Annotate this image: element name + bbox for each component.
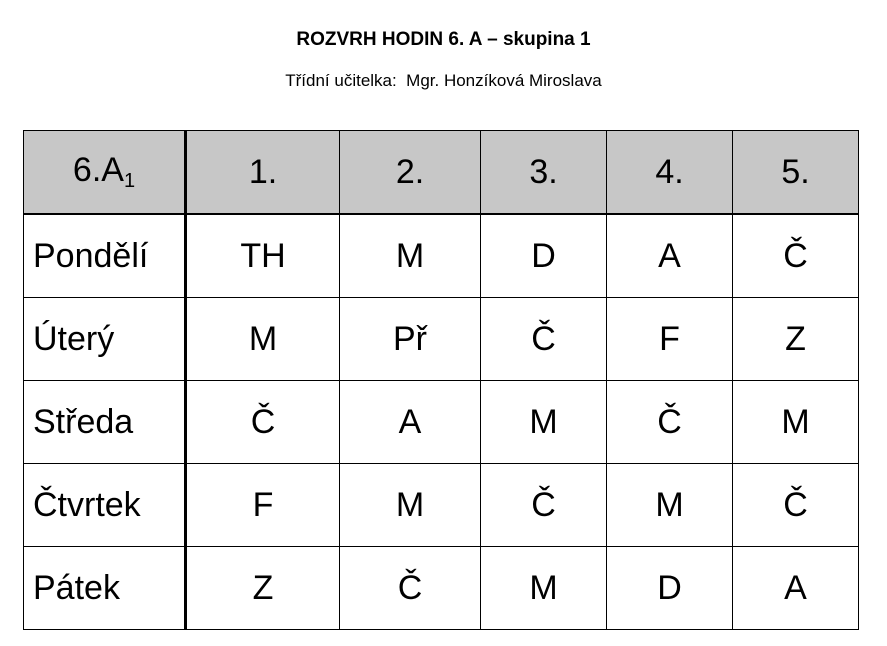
subject-cell: Č	[733, 464, 859, 547]
subject-cell: A	[733, 547, 859, 630]
subject-cell: Z	[186, 547, 340, 630]
class-group-subscript: 1	[123, 170, 136, 192]
day-label: Úterý	[24, 298, 186, 381]
subject-cell: Z	[733, 298, 859, 381]
subject-cell: TH	[186, 214, 340, 298]
period-header: 5.	[733, 131, 859, 215]
class-label: 6.A	[72, 151, 124, 189]
day-label: Čtvrtek	[24, 464, 186, 547]
class-teacher-line: Třídní učitelka: Mgr. Honzíková Miroslava	[285, 71, 602, 90]
subject-cell: M	[733, 381, 859, 464]
timetable	[23, 130, 859, 630]
period-header: 4.	[607, 131, 733, 215]
subject-cell: F	[186, 464, 340, 547]
subject-cell: M	[340, 214, 481, 298]
period-header: 1.	[186, 131, 340, 215]
subject-cell: Č	[733, 214, 859, 298]
table-row	[24, 381, 859, 464]
subject-cell: D	[607, 547, 733, 630]
class-label-cell	[24, 131, 186, 215]
subject-cell: Př	[340, 298, 481, 381]
table-row	[24, 464, 859, 547]
subject-cell: M	[481, 547, 607, 630]
period-header: 2.	[340, 131, 481, 215]
table-row	[24, 298, 859, 381]
header-row	[24, 131, 859, 215]
page-title: ROZVRH HODIN 6. A – skupina 1	[296, 29, 591, 50]
subject-cell: M	[340, 464, 481, 547]
subject-cell: Č	[607, 381, 733, 464]
subject-cell: Č	[186, 381, 340, 464]
table-row	[24, 547, 859, 630]
day-label: Středa	[24, 381, 186, 464]
subject-cell: Č	[481, 464, 607, 547]
subject-cell: M	[607, 464, 733, 547]
subject-cell: Č	[340, 547, 481, 630]
day-label: Pátek	[24, 547, 186, 630]
table-row	[24, 214, 859, 298]
day-label: Pondělí	[24, 214, 186, 298]
period-header: 3.	[481, 131, 607, 215]
subject-cell: M	[186, 298, 340, 381]
subject-cell: D	[481, 214, 607, 298]
subject-cell: Č	[481, 298, 607, 381]
subject-cell: M	[481, 381, 607, 464]
subject-cell: A	[340, 381, 481, 464]
subject-cell: F	[607, 298, 733, 381]
subject-cell: A	[607, 214, 733, 298]
